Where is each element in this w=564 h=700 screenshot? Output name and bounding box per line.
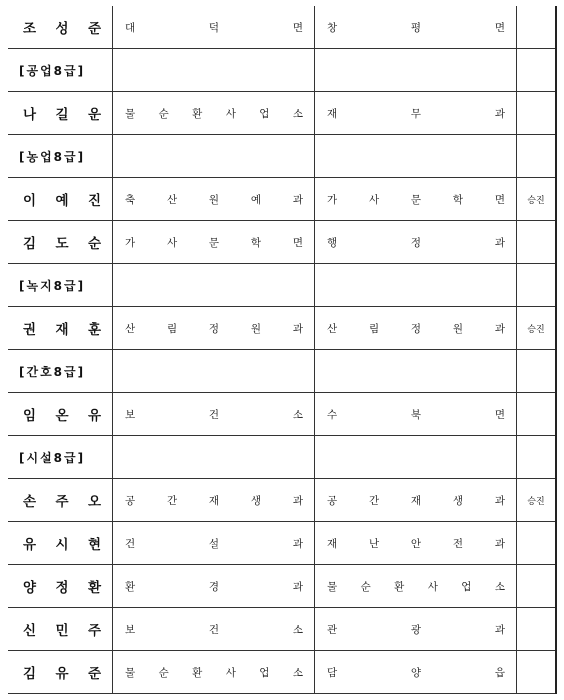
employee-name-char: 길 — [55, 107, 69, 123]
to-dept-cell — [315, 608, 517, 651]
name-cell — [8, 393, 113, 436]
from-dept-char: 과 — [292, 494, 303, 507]
from-dept-char: 생 — [250, 494, 262, 507]
from-dept — [113, 493, 314, 508]
to-dept-char: 재 — [327, 107, 338, 120]
to-dept-cell — [315, 264, 517, 307]
note-cell — [517, 565, 557, 608]
note-cell — [517, 92, 557, 135]
employee-name-char: 정 — [55, 580, 69, 596]
employee-name-char: 손 — [23, 494, 37, 510]
employee-name-char: 운 — [87, 107, 101, 123]
employee-name-char: 유 — [87, 408, 101, 424]
to-dept — [315, 192, 516, 207]
to-dept-char: 재 — [327, 537, 338, 550]
note-cell — [517, 350, 557, 393]
to-dept-char: 사 — [427, 580, 438, 593]
to-dept-char: 순 — [360, 580, 371, 593]
from-dept-cell — [113, 49, 315, 92]
note-cell — [517, 49, 557, 92]
from-dept-char: 소 — [292, 623, 303, 636]
employee-name-char: 재 — [55, 322, 69, 338]
to-dept-cell — [315, 522, 517, 565]
from-dept-char: 문 — [208, 236, 220, 249]
note-cell — [517, 393, 557, 436]
to-dept-cell — [315, 651, 517, 694]
from-dept-cell — [113, 135, 315, 178]
from-dept — [113, 579, 314, 594]
to-dept — [315, 20, 516, 35]
grade-header-row — [8, 135, 556, 178]
employee-name-char: 이 — [23, 193, 37, 209]
from-dept-char: 경 — [208, 580, 220, 593]
to-dept-char: 난 — [368, 537, 380, 550]
note-cell — [517, 6, 557, 49]
employee-name-char: 권 — [23, 322, 37, 338]
from-dept — [113, 192, 314, 207]
to-dept-char: 면 — [494, 193, 505, 206]
employee-name-char: 시 — [55, 537, 69, 553]
employee-name-char: 준 — [87, 21, 101, 37]
from-dept-char: 보 — [125, 408, 136, 421]
grade-label: [녹지8급] — [19, 278, 86, 293]
from-dept — [113, 106, 314, 121]
note-cell — [517, 178, 557, 221]
to-dept-char: 재 — [410, 494, 422, 507]
from-dept-char: 소 — [292, 666, 303, 679]
from-dept-char: 정 — [208, 322, 220, 335]
to-dept — [315, 493, 516, 508]
from-dept-char: 림 — [166, 322, 178, 335]
to-dept-cell — [315, 307, 517, 350]
table-row — [8, 651, 556, 694]
employee-name — [8, 17, 112, 37]
grade-label: [간호8급] — [19, 364, 86, 379]
to-dept-char: 과 — [494, 322, 505, 335]
table-row — [8, 479, 556, 522]
to-dept-char: 과 — [494, 236, 505, 249]
from-dept-cell — [113, 350, 315, 393]
from-dept-char: 대 — [125, 21, 136, 34]
name-cell — [8, 436, 113, 479]
employee-name-char: 현 — [87, 537, 101, 553]
personnel-table-sheet — [8, 6, 557, 694]
from-dept-char: 업 — [259, 666, 270, 679]
to-dept — [315, 321, 516, 336]
to-dept — [315, 622, 516, 637]
employee-name-char: 온 — [55, 408, 69, 424]
name-cell — [8, 350, 113, 393]
personnel-table — [8, 6, 557, 694]
to-dept-char: 창 — [327, 21, 338, 34]
from-dept-char: 재 — [208, 494, 220, 507]
employee-name — [8, 619, 112, 639]
to-dept-char: 산 — [327, 322, 338, 335]
from-dept-char: 과 — [292, 322, 303, 335]
from-dept-char: 물 — [125, 107, 136, 120]
from-dept-char: 산 — [166, 193, 178, 206]
name-cell — [8, 479, 113, 522]
to-dept-cell — [315, 350, 517, 393]
employee-name-char: 김 — [23, 236, 37, 252]
employee-name-char: 성 — [55, 21, 69, 37]
name-cell — [8, 92, 113, 135]
employee-name — [8, 404, 112, 424]
from-dept-cell — [113, 436, 315, 479]
employee-name-char: 주 — [87, 623, 101, 639]
from-dept-cell — [113, 264, 315, 307]
employee-name-char: 주 — [55, 494, 69, 510]
from-dept-char: 학 — [250, 236, 262, 249]
employee-name-char: 유 — [55, 666, 69, 682]
grade-header-row — [8, 49, 556, 92]
from-dept-char: 물 — [125, 666, 136, 679]
to-dept-char: 과 — [494, 107, 505, 120]
employee-name — [8, 533, 112, 553]
to-dept — [315, 235, 516, 250]
to-dept-char: 과 — [494, 537, 505, 550]
table-row — [8, 522, 556, 565]
name-cell — [8, 178, 113, 221]
to-dept-char: 소 — [494, 580, 505, 593]
employee-name — [8, 232, 112, 252]
employee-name-char: 예 — [55, 193, 69, 209]
from-dept-char: 건 — [208, 408, 220, 421]
from-dept-char: 환 — [125, 580, 136, 593]
from-dept-char: 사 — [225, 666, 236, 679]
name-cell — [8, 49, 113, 92]
to-dept-cell — [315, 221, 517, 264]
to-dept-char: 정 — [410, 322, 422, 335]
from-dept-char: 면 — [292, 21, 303, 34]
to-dept-char: 읍 — [494, 666, 505, 679]
from-dept-cell — [113, 479, 315, 522]
to-dept-cell — [315, 6, 517, 49]
employee-name — [8, 189, 112, 209]
employee-name-char: 도 — [55, 236, 69, 252]
from-dept — [113, 20, 314, 35]
to-dept-char: 학 — [452, 193, 464, 206]
from-dept-char: 과 — [292, 193, 303, 206]
name-cell — [8, 522, 113, 565]
to-dept-cell — [315, 393, 517, 436]
from-dept-char: 순 — [158, 666, 169, 679]
from-dept-char: 사 — [166, 236, 178, 249]
name-cell — [8, 608, 113, 651]
to-dept-char: 면 — [494, 408, 505, 421]
table-row — [8, 307, 556, 350]
grade-label: [공업8급] — [19, 63, 86, 78]
to-dept-char: 북 — [410, 408, 422, 421]
from-dept-char: 축 — [125, 193, 136, 206]
to-dept — [315, 579, 516, 594]
from-dept-cell — [113, 6, 315, 49]
employee-name-char: 오 — [87, 494, 101, 510]
from-dept — [113, 622, 314, 637]
from-dept-char: 덕 — [208, 21, 220, 34]
to-dept-char: 정 — [410, 236, 422, 249]
to-dept — [315, 665, 516, 680]
to-dept — [315, 106, 516, 121]
to-dept-char: 원 — [452, 322, 464, 335]
name-cell — [8, 135, 113, 178]
from-dept-char: 환 — [192, 107, 203, 120]
note-cell — [517, 608, 557, 651]
to-dept-char: 물 — [327, 580, 338, 593]
grade-header-row — [8, 264, 556, 307]
employee-name — [8, 318, 112, 338]
from-dept-char: 과 — [292, 580, 303, 593]
employee-name-char: 양 — [23, 580, 37, 596]
to-dept-cell — [315, 479, 517, 522]
to-dept-char: 행 — [327, 236, 338, 249]
to-dept-cell — [315, 49, 517, 92]
name-cell — [8, 565, 113, 608]
to-dept-char: 과 — [494, 623, 505, 636]
promotion-note: 승진 — [527, 195, 545, 206]
from-dept-char: 설 — [208, 537, 220, 550]
table-row — [8, 393, 556, 436]
note-cell — [517, 651, 557, 694]
to-dept-char: 문 — [410, 193, 422, 206]
from-dept-char: 건 — [125, 537, 136, 550]
employee-name-char: 나 — [23, 107, 37, 123]
to-dept-char: 림 — [368, 322, 380, 335]
promotion-note: 승진 — [527, 324, 545, 335]
to-dept-cell — [315, 92, 517, 135]
note-cell — [517, 264, 557, 307]
grade-label: [시설8급] — [19, 450, 86, 465]
table-row — [8, 565, 556, 608]
employee-name-char: 임 — [23, 408, 37, 424]
employee-name — [8, 490, 112, 510]
from-dept-char: 산 — [125, 322, 136, 335]
employee-name-char: 민 — [55, 623, 69, 639]
from-dept-char: 사 — [225, 107, 236, 120]
table-row — [8, 608, 556, 651]
to-dept — [315, 536, 516, 551]
table-row — [8, 221, 556, 264]
to-dept-char: 관 — [327, 623, 338, 636]
from-dept-char: 예 — [250, 193, 262, 206]
table-row — [8, 178, 556, 221]
to-dept-char: 과 — [494, 494, 505, 507]
to-dept-char: 양 — [410, 666, 422, 679]
to-dept-char: 환 — [394, 580, 405, 593]
to-dept-char: 면 — [494, 21, 505, 34]
from-dept-cell — [113, 221, 315, 264]
employee-name-char: 김 — [23, 666, 37, 682]
to-dept-char: 담 — [327, 666, 338, 679]
note-cell — [517, 479, 557, 522]
from-dept-char: 간 — [166, 494, 178, 507]
from-dept-char: 가 — [125, 236, 136, 249]
table-row — [8, 6, 556, 49]
to-dept-cell — [315, 135, 517, 178]
employee-name-char: 조 — [23, 21, 37, 37]
note-cell — [517, 135, 557, 178]
to-dept-cell — [315, 565, 517, 608]
to-dept-cell — [315, 436, 517, 479]
from-dept-cell — [113, 522, 315, 565]
from-dept — [113, 665, 314, 680]
note-cell — [517, 522, 557, 565]
from-dept-cell — [113, 307, 315, 350]
from-dept-cell — [113, 565, 315, 608]
to-dept-char: 평 — [410, 21, 422, 34]
employee-name-char: 준 — [87, 666, 101, 682]
employee-name-char: 신 — [23, 623, 37, 639]
grade-label: [농업8급] — [19, 149, 86, 164]
from-dept-char: 환 — [192, 666, 203, 679]
from-dept-char: 건 — [208, 623, 220, 636]
personnel-table-body — [8, 6, 556, 694]
to-dept-char: 안 — [410, 537, 422, 550]
from-dept-char: 공 — [125, 494, 136, 507]
to-dept-char: 사 — [368, 193, 380, 206]
employee-name-char: 순 — [87, 236, 101, 252]
to-dept-char: 생 — [452, 494, 464, 507]
from-dept-char: 순 — [158, 107, 169, 120]
from-dept-char: 보 — [125, 623, 136, 636]
employee-name — [8, 576, 112, 596]
employee-name-char: 진 — [87, 193, 101, 209]
from-dept-char: 업 — [259, 107, 270, 120]
from-dept-char: 면 — [292, 236, 303, 249]
from-dept-char: 과 — [292, 537, 303, 550]
note-cell — [517, 436, 557, 479]
to-dept — [315, 407, 516, 422]
to-dept-char: 무 — [410, 107, 422, 120]
from-dept-cell — [113, 393, 315, 436]
to-dept-char: 가 — [327, 193, 338, 206]
from-dept-char: 소 — [292, 107, 303, 120]
from-dept-char: 원 — [250, 322, 262, 335]
to-dept-char: 전 — [452, 537, 464, 550]
name-cell — [8, 264, 113, 307]
grade-header-row — [8, 436, 556, 479]
name-cell — [8, 221, 113, 264]
from-dept — [113, 321, 314, 336]
from-dept — [113, 235, 314, 250]
note-cell — [517, 307, 557, 350]
promotion-note: 승진 — [527, 496, 545, 507]
note-cell — [517, 221, 557, 264]
employee-name — [8, 103, 112, 123]
to-dept-char: 간 — [368, 494, 380, 507]
employee-name-char: 환 — [87, 580, 101, 596]
from-dept-cell — [113, 92, 315, 135]
from-dept-cell — [113, 178, 315, 221]
to-dept-cell — [315, 178, 517, 221]
to-dept-char: 수 — [327, 408, 338, 421]
from-dept — [113, 536, 314, 551]
from-dept-char: 원 — [208, 193, 220, 206]
from-dept-cell — [113, 608, 315, 651]
name-cell — [8, 6, 113, 49]
to-dept-char: 광 — [410, 623, 422, 636]
name-cell — [8, 307, 113, 350]
table-row — [8, 92, 556, 135]
to-dept-char: 공 — [327, 494, 338, 507]
from-dept-char: 소 — [292, 408, 303, 421]
from-dept — [113, 407, 314, 422]
to-dept-char: 업 — [461, 580, 472, 593]
from-dept-cell — [113, 651, 315, 694]
name-cell — [8, 651, 113, 694]
employee-name-char: 유 — [23, 537, 37, 553]
employee-name — [8, 662, 112, 682]
employee-name-char: 훈 — [87, 322, 101, 338]
grade-header-row — [8, 350, 556, 393]
